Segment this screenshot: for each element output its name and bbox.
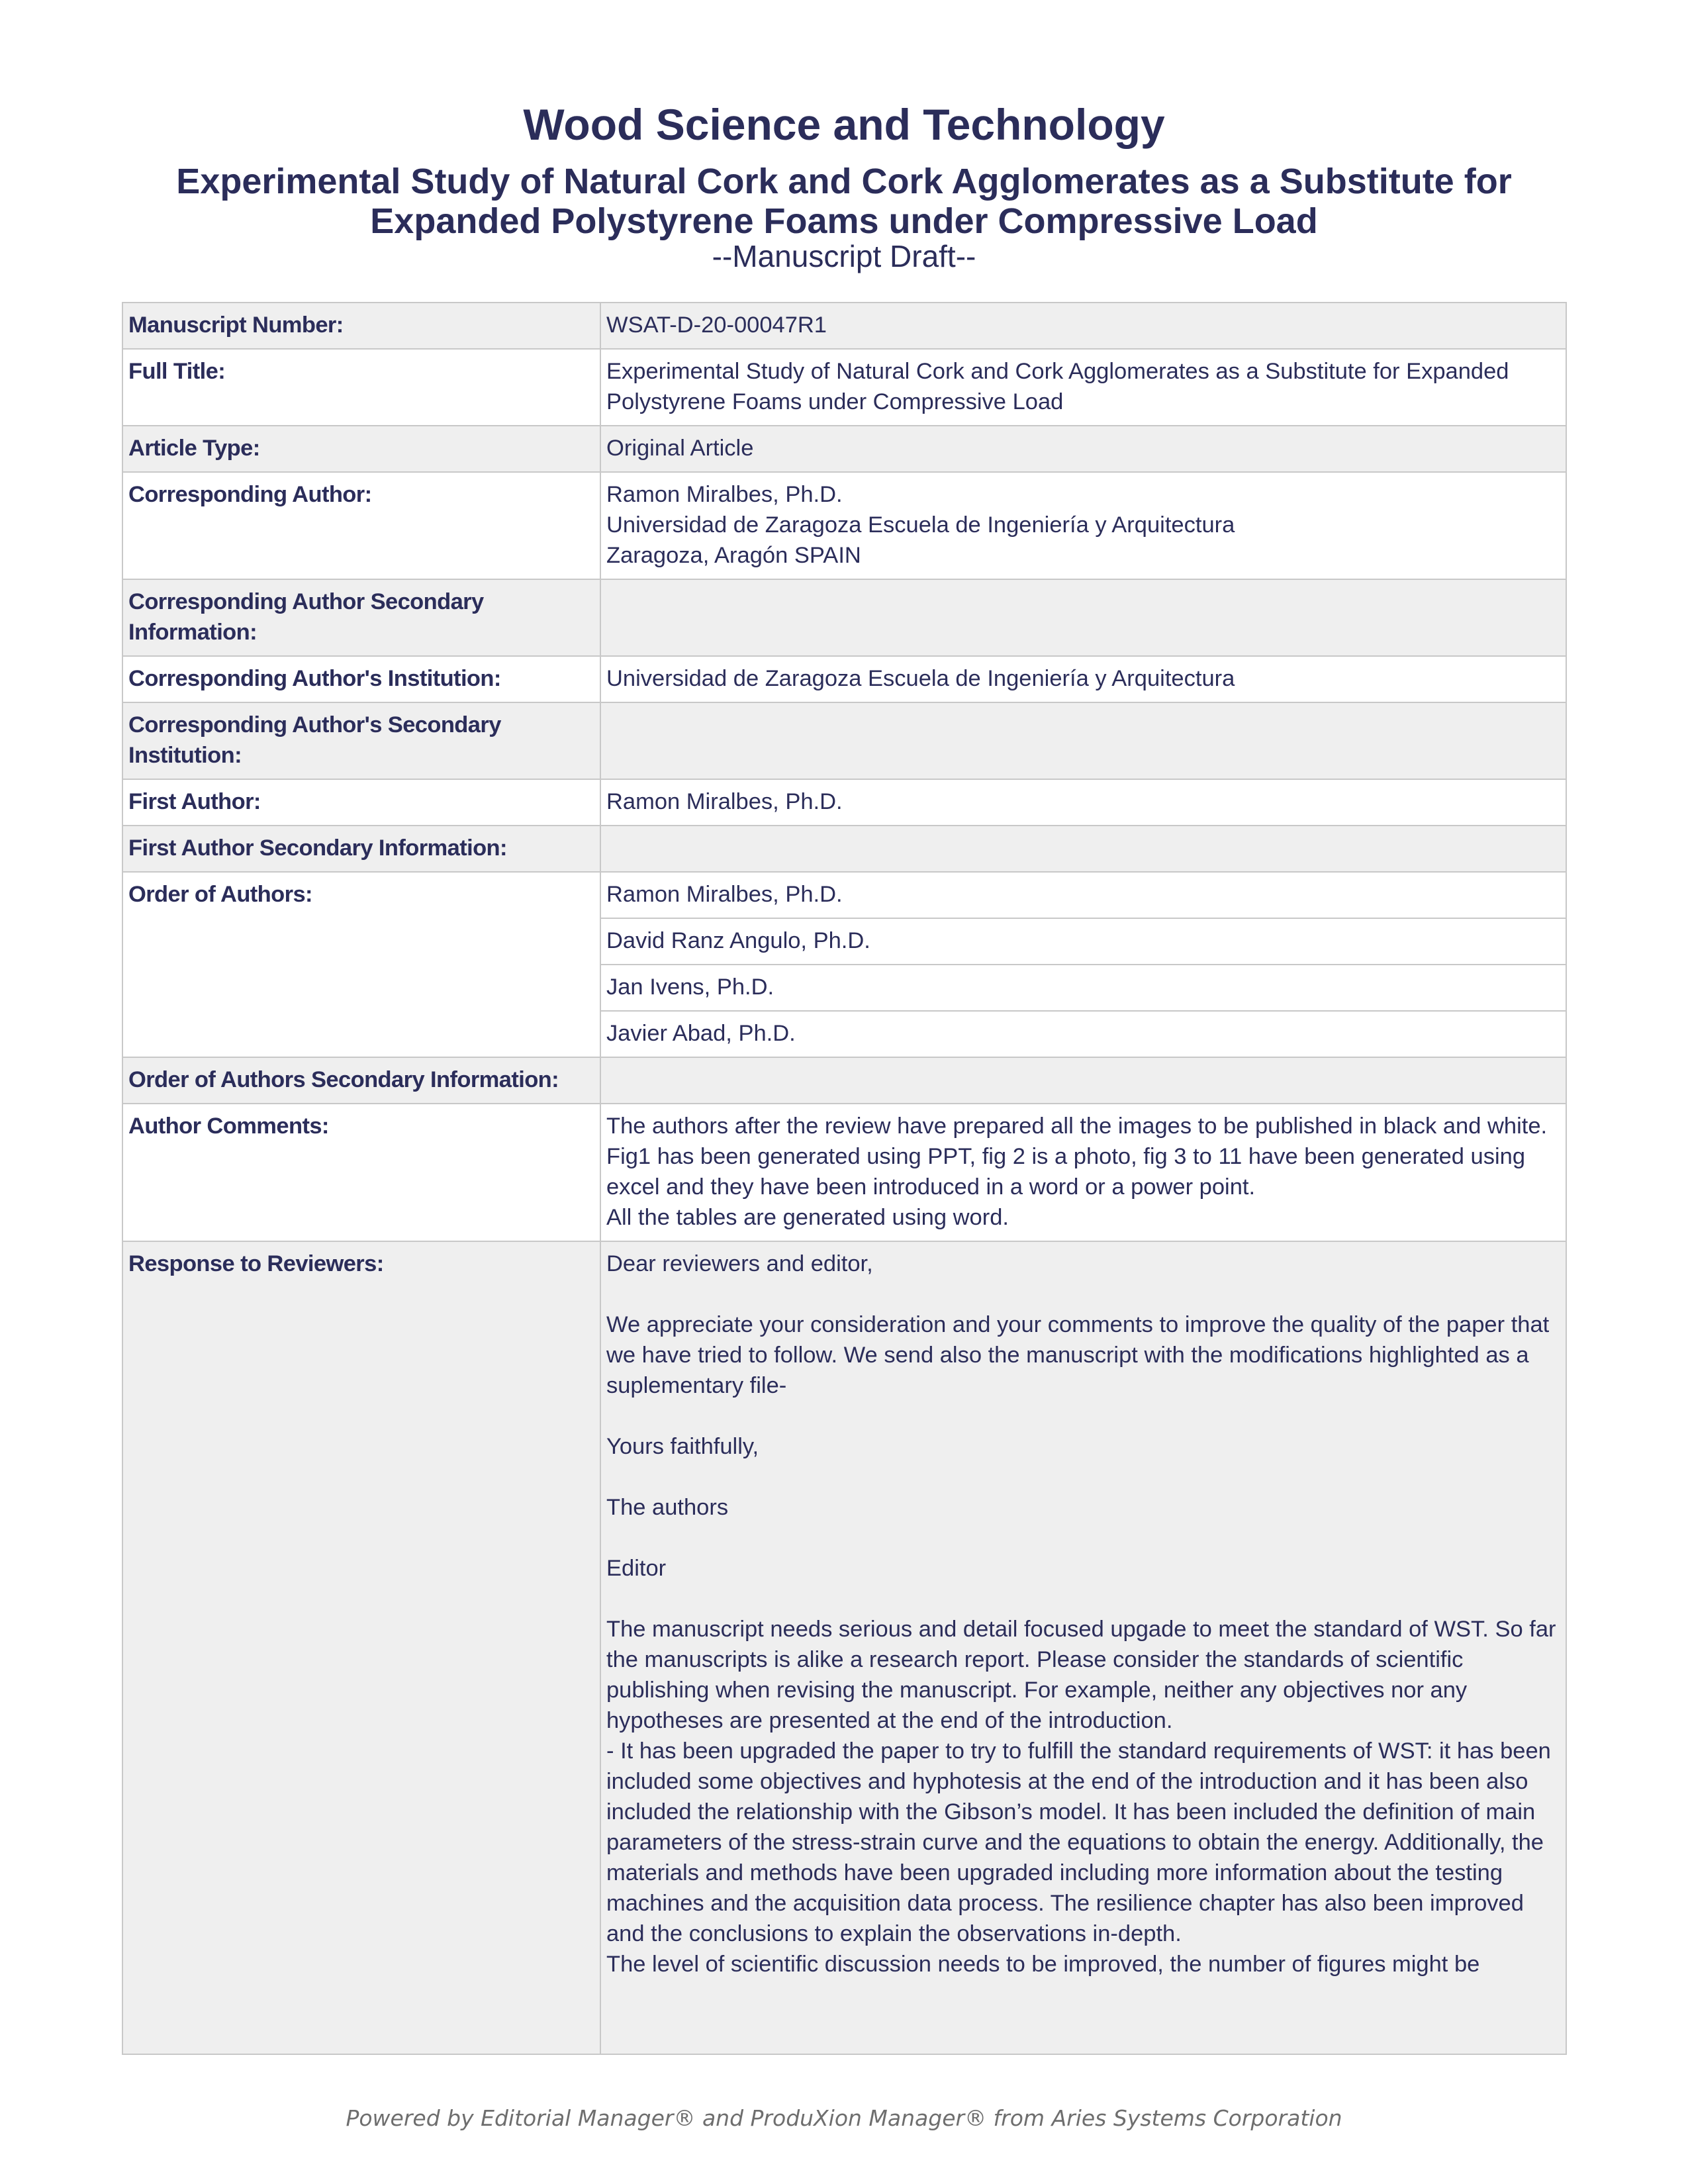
first-author-secondary-label: First Author Secondary Information: — [122, 826, 600, 872]
corresponding-author-name: Ramon Miralbes, Ph.D. — [606, 482, 843, 507]
row-corresponding-author — [122, 472, 1566, 579]
author-comments-value — [600, 1104, 1566, 1241]
row-secondary-institution — [122, 702, 1566, 779]
manuscript-metadata-table — [122, 302, 1567, 2055]
draft-label: --Manuscript Draft-- — [712, 239, 976, 273]
response-closing: Yours faithfully, — [606, 1434, 759, 1459]
author-item: Ramon Miralbes, Ph.D. — [600, 872, 1566, 918]
secondary-institution-value — [600, 702, 1566, 779]
row-corresponding-author-secondary — [122, 579, 1566, 656]
response-to-reviewers-value — [600, 1241, 1566, 2054]
journal-title: Wood Science and Technology — [523, 100, 1165, 149]
institution-value: Universidad de Zaragoza Escuela de Ingeniería y Arquitectura — [600, 656, 1566, 702]
author-comments-label: Author Comments: — [122, 1104, 600, 1241]
response-to-reviewers-label: Response to Reviewers: — [122, 1241, 600, 2054]
article-title: Experimental Study of Natural Cork and Cork Agglomerates as a Substitute for Expanded Polystyrene Foams under Compressive Load — [176, 162, 1512, 241]
first-author-secondary-value — [600, 826, 1566, 872]
author-comments-line: The authors after the review have prepared all the images to be published in black and white. Fig1 has been generated using PPT, fig 2 is a photo, fig 3 to 11 have been generated using excel and they have been introduced in a word or a power point. — [606, 1114, 1548, 1200]
order-of-authors-label: Order of Authors: — [122, 872, 600, 1057]
manuscript-number-value: WSAT-D-20-00047R1 — [600, 303, 1566, 349]
secondary-institution-label: Corresponding Author's Secondary Institution: — [122, 702, 600, 779]
row-response-to-reviewers — [122, 1241, 1566, 2054]
row-first-author-secondary — [122, 826, 1566, 872]
row-order-of-authors — [122, 872, 1566, 918]
response-paragraph: The manuscript needs serious and detail focused upgade to meet the standard of WST. So far the manuscripts is alike a research report. Please consider the standards of scientific publishing when revising the manuscript. For example, neither any objectives nor any hypotheses are presented at the end of the introduction. — [606, 1617, 1556, 1733]
article-type-label: Article Type: — [122, 426, 600, 472]
corresponding-author-label: Corresponding Author: — [122, 472, 600, 579]
order-of-authors-secondary-value — [600, 1057, 1566, 1104]
response-paragraph: The level of scientific discussion needs to be improved, the number of figures might be — [606, 1952, 1480, 1977]
response-paragraph: We appreciate your consideration and your comments to improve the quality of the paper that we have tried to follow. We send also the manuscript with the modifications highlighted as a suplementary file- — [606, 1312, 1550, 1398]
manuscript-number-label: Manuscript Number: — [122, 303, 600, 349]
author-item: Jan Ivens, Ph.D. — [600, 965, 1566, 1011]
corresponding-author-value — [600, 472, 1566, 579]
corresponding-author-secondary-label: Corresponding Author Secondary Information: — [122, 579, 600, 656]
first-author-value: Ramon Miralbes, Ph.D. — [600, 779, 1566, 826]
footer-credit: Powered by Editorial Manager® and ProduXion Manager® from Aries Systems Corporation — [346, 2105, 1342, 2131]
full-title-label: Full Title: — [122, 349, 600, 426]
row-institution — [122, 656, 1566, 702]
author-comments-line: All the tables are generated using word. — [606, 1205, 1009, 1230]
response-paragraph: - It has been upgraded the paper to try to fulfill the standard requirements of WST: it has been included some objectives and hyphotesis at the end of the introduction and it has been also included the relationship with the Gibson’s model. It has been included the definition of main parameters of the stress-strain curve and the equations to obtain the energy. Additionally, the materials and methods have been upgraded including more information about the testing machines and the acquisition data process. The resilience chapter has also been improved and the conclusions to explain the observations in-depth. — [606, 1738, 1551, 1946]
row-manuscript-number — [122, 303, 1566, 349]
first-author-label: First Author: — [122, 779, 600, 826]
full-title-value: Experimental Study of Natural Cork and Cork Agglomerates as a Substitute for Expanded Polystyrene Foams under Compressive Load — [600, 349, 1566, 426]
corresponding-author-location: Zaragoza, Aragón SPAIN — [606, 543, 861, 568]
row-first-author — [122, 779, 1566, 826]
corresponding-author-secondary-value — [600, 579, 1566, 656]
row-author-comments — [122, 1104, 1566, 1241]
row-order-of-authors-secondary — [122, 1057, 1566, 1104]
author-item: David Ranz Angulo, Ph.D. — [600, 918, 1566, 965]
row-full-title — [122, 349, 1566, 426]
order-of-authors-secondary-label: Order of Authors Secondary Information: — [122, 1057, 600, 1104]
response-editor-heading: Editor — [606, 1556, 667, 1581]
article-type-value: Original Article — [600, 426, 1566, 472]
institution-label: Corresponding Author's Institution: — [122, 656, 600, 702]
response-greeting: Dear reviewers and editor, — [606, 1251, 873, 1276]
row-article-type — [122, 426, 1566, 472]
response-signature: The authors — [606, 1495, 729, 1520]
corresponding-author-institution: Universidad de Zaragoza Escuela de Ingeniería y Arquitectura — [606, 512, 1235, 538]
author-item: Javier Abad, Ph.D. — [600, 1011, 1566, 1057]
